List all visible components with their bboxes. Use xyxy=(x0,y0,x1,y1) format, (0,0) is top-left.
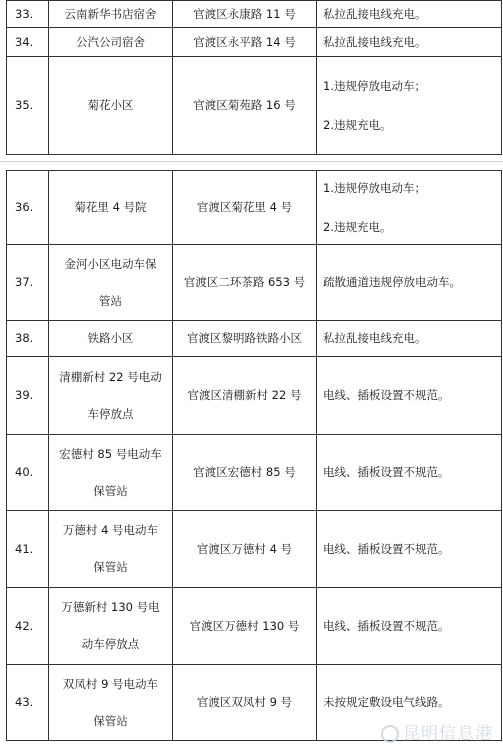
row-number: 43. xyxy=(7,665,49,741)
site-name-line: 铁路小区 xyxy=(87,331,134,345)
row-number: 36. xyxy=(7,171,49,245)
issue-line: 私拉乱接电线充电。 xyxy=(323,331,427,345)
table-row xyxy=(7,1,502,28)
table-row xyxy=(7,171,502,245)
row-number: 38. xyxy=(7,321,49,357)
issue-line: 私拉乱接电线充电。 xyxy=(323,6,427,21)
site-name-line: 车停放点 xyxy=(87,406,134,421)
watermark-text: 昆明信息港 xyxy=(403,724,493,744)
table-row xyxy=(7,435,502,511)
issue-cell xyxy=(317,1,502,28)
issue-line: 电线、插板设置不规范。 xyxy=(323,388,450,402)
address-cell: 官渡区万德村 4 号 xyxy=(173,511,317,588)
site-name-line: 菊花里 4 号院 xyxy=(74,200,147,214)
row-number: 42. xyxy=(7,588,49,665)
table-row xyxy=(7,321,502,357)
row-number: 35. xyxy=(7,57,49,155)
site-name-cell xyxy=(49,1,173,28)
table-row xyxy=(7,588,502,665)
site-name-line: 万德村 4 号电动车 xyxy=(62,523,159,537)
inspection-table-bottom xyxy=(6,170,502,741)
issue-cell xyxy=(317,28,502,57)
address-cell: 官渡区二环茶路 653 号 xyxy=(173,245,317,321)
site-name-line: 云南新华书店宿舍 xyxy=(64,6,157,21)
row-number: 37. xyxy=(7,245,49,321)
issue-cell xyxy=(317,357,502,435)
issue-cell xyxy=(317,511,502,588)
issue-cell xyxy=(317,171,502,245)
site-name-line: 保管站 xyxy=(93,483,128,498)
site-name-cell xyxy=(49,511,173,588)
issue-cell xyxy=(317,435,502,511)
issue-line: 电线、插板设置不规范。 xyxy=(323,541,450,556)
address-cell: 官渡区永平路 14 号 xyxy=(173,28,317,57)
issue-cell xyxy=(317,588,502,665)
site-name-line: 清棚新村 22 号电动 xyxy=(59,369,162,384)
site-name-line: 菊花小区 xyxy=(87,98,134,112)
issue-cell xyxy=(317,321,502,357)
address-cell: 官渡区万德村 130 号 xyxy=(173,588,317,665)
site-name-cell xyxy=(49,665,173,741)
site-name-cell xyxy=(49,321,173,357)
issue-line: 私拉乱接电线充电。 xyxy=(323,34,427,49)
site-name-cell xyxy=(49,28,173,57)
issue-line: 1.违规停放电动车； xyxy=(323,78,426,93)
issue-line: 未按规定敷设电气线路。 xyxy=(323,695,450,709)
address-cell: 官渡区菊苑路 16 号 xyxy=(173,57,317,155)
site-name-line: 动车停放点 xyxy=(81,637,140,651)
issue-cell xyxy=(317,57,502,155)
site-name-cell xyxy=(49,357,173,435)
issue-line: 电线、插板设置不规范。 xyxy=(323,618,450,633)
address-cell: 官渡区黎明路铁路小区 xyxy=(173,321,317,357)
issue-line: 1.违规停放电动车； xyxy=(323,180,426,195)
address-cell: 官渡区双凤村 9 号 xyxy=(173,665,317,741)
site-name-line: 双凤村 9 号电动车 xyxy=(62,676,159,691)
row-number: 39. xyxy=(7,357,49,435)
table-row xyxy=(7,511,502,588)
row-number: 33. xyxy=(7,1,49,28)
issue-line: 2.违规充电。 xyxy=(323,117,392,132)
table-row xyxy=(7,245,502,321)
page-break xyxy=(0,156,503,170)
issue-cell xyxy=(317,245,502,321)
address-cell: 官渡区菊花里 4 号 xyxy=(173,171,317,245)
site-name-cell xyxy=(49,245,173,321)
row-number: 34. xyxy=(7,28,49,57)
site-name-line: 保管站 xyxy=(93,560,128,574)
address-cell: 官渡区永康路 11 号 xyxy=(173,1,317,28)
table-row xyxy=(7,57,502,155)
watermark xyxy=(381,719,493,744)
table-row xyxy=(7,357,502,435)
row-number: 40. xyxy=(7,435,49,511)
inspection-table-top xyxy=(6,0,502,155)
issue-line: 2.违规充电。 xyxy=(323,219,392,234)
watermark-logo-icon xyxy=(381,725,399,743)
site-name-line: 管站 xyxy=(99,293,122,308)
issue-line: 疏散通道违规停放电动车。 xyxy=(323,275,461,289)
issue-line: 电线、插板设置不规范。 xyxy=(323,465,450,479)
site-name-cell xyxy=(49,57,173,155)
site-name-line: 保管站 xyxy=(93,713,128,728)
row-number: 41. xyxy=(7,511,49,588)
site-name-line: 宏德村 85 号电动车 xyxy=(59,446,162,461)
site-name-line: 万德新村 130 号电 xyxy=(61,600,160,614)
site-name-cell xyxy=(49,171,173,245)
table-row xyxy=(7,28,502,57)
site-name-cell xyxy=(49,588,173,665)
page-divider xyxy=(0,161,503,162)
address-cell: 官渡区清棚新村 22 号 xyxy=(173,357,317,435)
address-cell: 官渡区宏德村 85 号 xyxy=(173,435,317,511)
site-name-line: 金河小区电动车保 xyxy=(64,256,157,271)
site-name-line: 公汽公司宿舍 xyxy=(76,34,145,49)
site-name-cell xyxy=(49,435,173,511)
